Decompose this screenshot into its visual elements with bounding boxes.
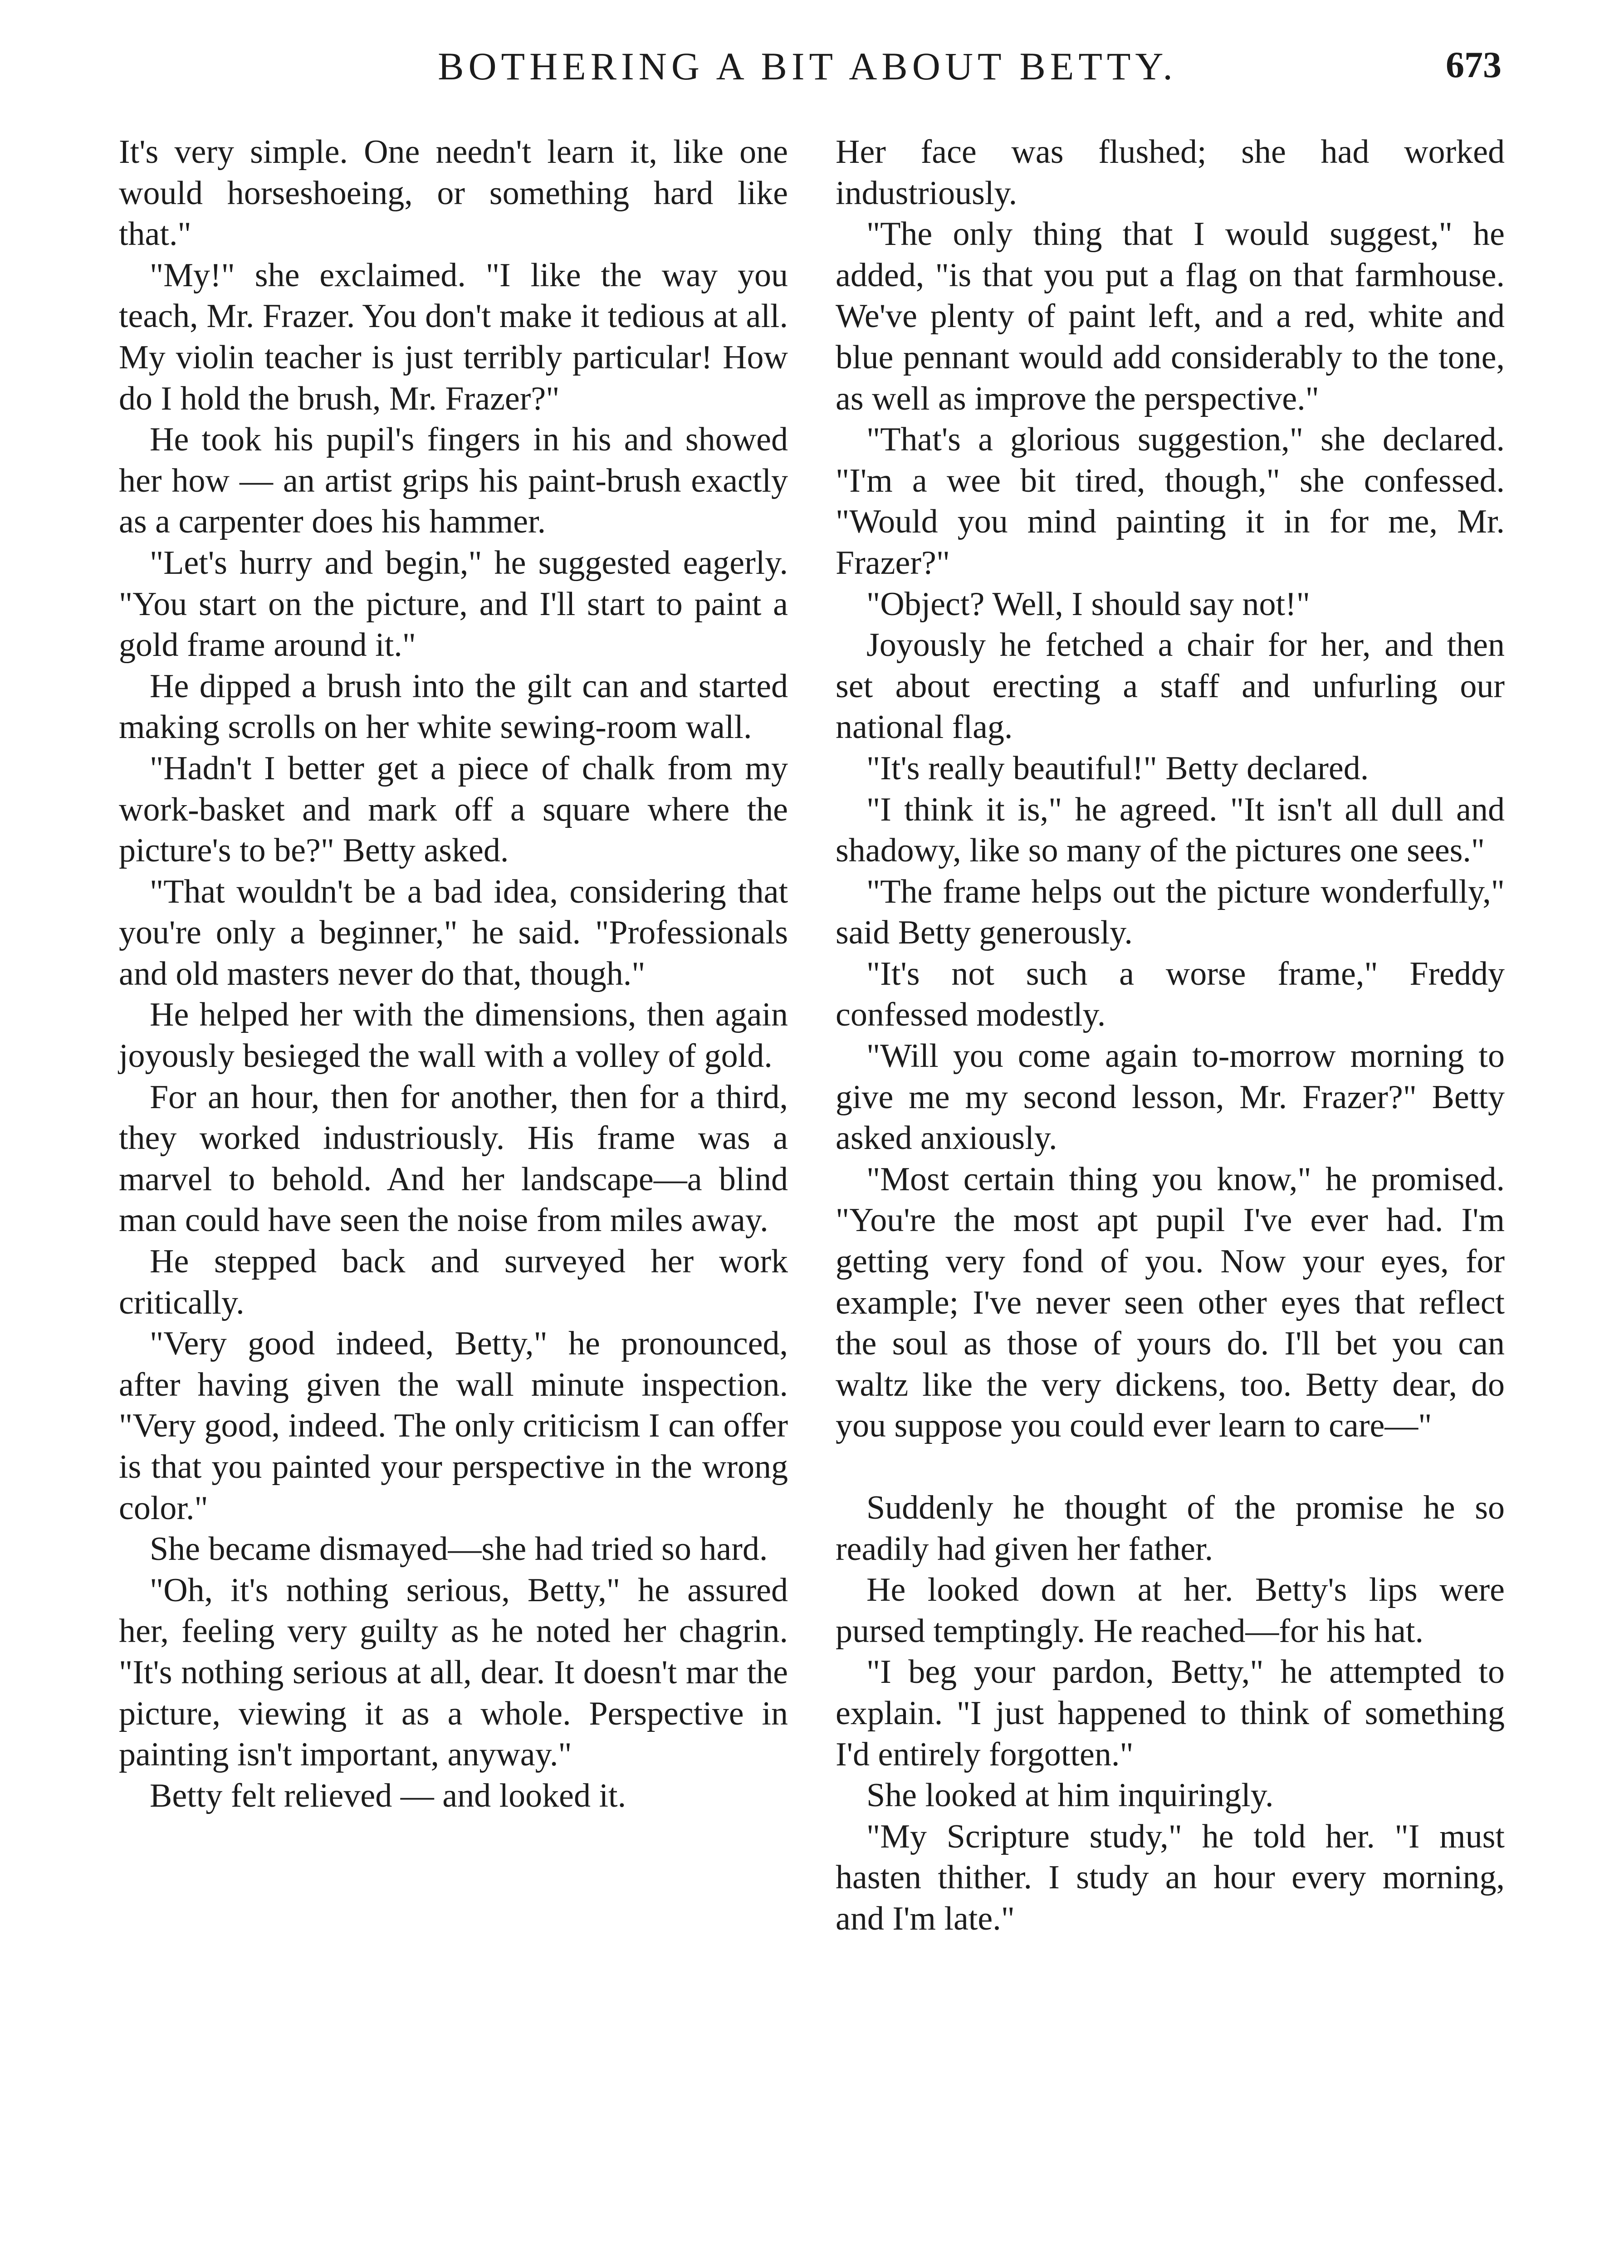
left-column — [119, 132, 788, 1816]
paragraph: He helped her with the dimensions, then again joyously besieged the wall with a volley of gold. — [119, 996, 788, 1075]
paragraph: It's very simple. One needn't learn it, like one would horseshoeing, or something hard like that." — [119, 133, 788, 253]
paragraph: "It's not such a worse frame," Freddy confessed modestly. — [836, 955, 1505, 1034]
paragraph: "My Scripture study," he told her. "I must hasten thither. I study an hour every morning, and I'm late." — [836, 1818, 1505, 1937]
paragraph: "Will you come again to-morrow morning to give me my second lesson, Mr. Frazer?" Betty asked anxiously. — [836, 1037, 1505, 1157]
paragraph: For an hour, then for another, then for a third, they worked industriously. His frame was a marvel to behold. And her landscape—a blind man could have seen the noise from miles away. — [119, 1078, 788, 1239]
paragraph: She became dismayed—she had tried so hard. — [150, 1530, 768, 1568]
paragraph: "The only thing that I would suggest," he added, "is that you put a flag on that farmhouse. We've plenty of paint left, and a red, white and blue pennant would add considerably to the tone, as well as improve the perspective." — [836, 215, 1505, 417]
paragraph: She looked at him inquiringly. — [866, 1777, 1274, 1814]
paragraph: Suddenly he thought of the promise he so readily had given her father. — [836, 1489, 1505, 1568]
page-number: 673 — [1446, 44, 1502, 85]
paragraph: "That wouldn't be a bad idea, considering that you're only a beginner," he said. "Professionals and old masters never do that, though." — [119, 873, 788, 992]
paragraph: "That's a glorious suggestion," she declared. "I'm a wee bit tired, though," she confessed. "Would you mind painting it in for me, Mr. Frazer?" — [836, 421, 1505, 582]
running-title: BOTHERING A BIT ABOUT BETTY. — [438, 44, 1177, 88]
paragraph: "Hadn't I better get a piece of chalk from my work-basket and mark off a square where the picture's to be?" Betty asked. — [119, 749, 788, 870]
paragraph: Joyously he fetched a chair for her, and then set about erecting a staff and unfurling our national flag. — [836, 626, 1505, 746]
paragraph: "I beg your pardon, Betty," he attempted to explain. "I just happened to think of something I'd entirely forgotten." — [836, 1653, 1505, 1773]
paragraph: He took his pupil's fingers in his and showed her how — an artist grips his paint-brush exactly as a carpenter does his hammer. — [119, 421, 788, 541]
paragraph: "Most certain thing you know," he promised. "You're the most apt pupil I've ever had. I'm getting very fond of you. Now your eyes, for example; I've never seen other eyes that reflect the soul as those of yours do. I'll bet you can waltz like the very dickens, too. Betty dear, do you suppose you could ever learn to care—" — [836, 1160, 1505, 1445]
running-head — [0, 44, 1624, 98]
paragraph: He dipped a brush into the gilt can and started making scrolls on her white sewing-room wall. — [119, 667, 788, 746]
paragraph: "I think it is," he agreed. "It isn't all dull and shadowy, like so many of the pictures one sees." — [836, 791, 1505, 870]
paragraph: Her face was flushed; she had worked industriously. — [836, 133, 1505, 212]
paragraph: "It's really beautiful!" Betty declared. — [866, 749, 1369, 787]
paragraph: "Let's hurry and begin," he suggested eagerly. "You start on the picture, and I'll start to paint a gold frame around it." — [119, 544, 788, 664]
paragraph: He stepped back and surveyed her work critically. — [119, 1243, 788, 1321]
paragraph: "Object? Well, I should say not!" — [866, 585, 1310, 623]
paragraph: "My!" she exclaimed. "I like the way you teach, Mr. Frazer. You don't make it tedious at all. My violin teacher is just terribly particular! How do I hold the brush, Mr. Frazer?" — [119, 256, 788, 417]
paragraph: "Very good indeed, Betty," he pronounced, after having given the wall minute inspection. "Very good, indeed. The only criticism I can offer is that you painted your perspective in the wrong color." — [119, 1325, 788, 1527]
paragraph: He looked down at her. Betty's lips were pursed temptingly. He reached—for his hat. — [836, 1571, 1505, 1650]
right-column — [836, 132, 1505, 1940]
paragraph: Betty felt relieved — and looked it. — [150, 1777, 626, 1814]
paragraph: "Oh, it's nothing serious, Betty," he assured her, feeling very guilty as he noted her chagrin. "It's nothing serious at all, dear. It doesn't mar the picture, viewing it as a whole. Perspective in painting isn't important, anyway." — [119, 1571, 788, 1774]
paragraph: "The frame helps out the picture wonderfully," said Betty generously. — [836, 873, 1505, 952]
